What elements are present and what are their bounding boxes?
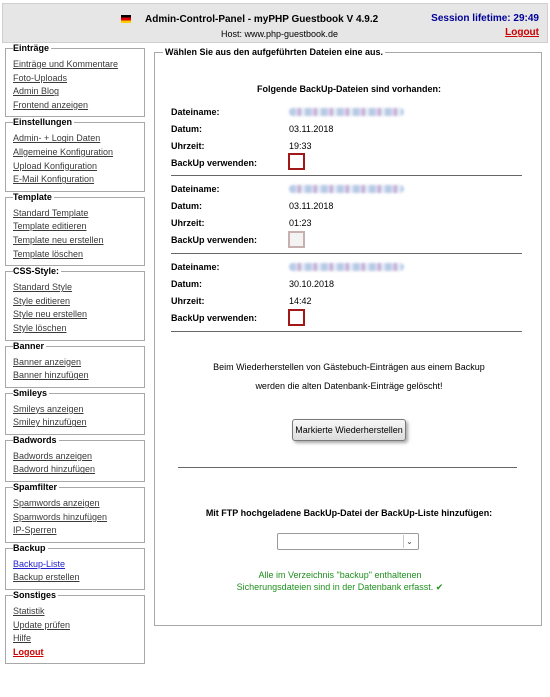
section-divider <box>178 467 517 468</box>
sidebar-item-frontend-anzeigen[interactable]: Frontend anzeigen <box>13 99 89 110</box>
german-flag-icon <box>121 15 131 23</box>
sidebar-group-title: Sonstiges <box>13 590 57 601</box>
sidebar-group-eintraege <box>5 43 145 117</box>
sidebar-item-spamwords-anzeigen[interactable]: Spamwords anzeigen <box>13 498 100 509</box>
ftp-add-heading: Mit FTP hochgeladene BackUp-Datei der BackUp-Liste hinzufügen: <box>205 508 493 518</box>
entry-divider <box>171 331 522 332</box>
filename-value-blurred <box>289 263 404 271</box>
sidebar-group-title: Einträge <box>13 43 50 53</box>
use-backup-checkbox[interactable] <box>288 231 305 248</box>
sidebar-item-ip-sperren[interactable]: IP-Sperren <box>13 525 57 536</box>
date-label: Datum: <box>171 201 202 211</box>
panel-legend: Wählen Sie aus den aufgeführten Dateien eine aus. <box>165 47 384 57</box>
host-info: Host: www.php-guestbook.de <box>221 29 339 39</box>
sidebar-item-backup-liste[interactable]: Backup-Liste <box>13 558 66 569</box>
sidebar-group-title: Badwords <box>13 434 57 445</box>
filename-label: Dateiname: <box>171 184 220 194</box>
sidebar-item-template-loeschen[interactable]: Template löschen <box>13 248 84 259</box>
entry-divider <box>171 253 522 254</box>
sidebar-item-style-editieren[interactable]: Style editieren <box>13 295 71 306</box>
sidebar-item-upload-konfiguration[interactable]: Upload Konfiguration <box>13 160 98 171</box>
logout-link[interactable]: Logout <box>505 27 539 38</box>
sidebar-item-update-pruefen[interactable]: Update prüfen <box>13 619 71 630</box>
sidebar-item-banner-anzeigen[interactable]: Banner anzeigen <box>13 356 82 367</box>
time-label: Uhrzeit: <box>171 141 205 151</box>
sidebar-group-smileys <box>5 387 145 435</box>
sidebar-item-smiley-hinzufuegen[interactable]: Smiley hinzufügen <box>13 417 87 428</box>
filename-label: Dateiname: <box>171 107 220 117</box>
sidebar-item-allgemeine-konfiguration[interactable]: Allgemeine Konfiguration <box>13 146 114 157</box>
status-message-line1: Alle im Verzeichnis "backup" enthaltenen <box>258 570 422 580</box>
sidebar-item-backup-erstellen[interactable]: Backup erstellen <box>13 572 80 583</box>
sidebar-group-title: Template <box>13 191 52 202</box>
sidebar <box>5 43 145 669</box>
sidebar-group-banner <box>5 340 145 388</box>
session-lifetime: Session lifetime: 29:49 <box>431 13 539 24</box>
sidebar-item-logout[interactable]: Logout <box>13 646 44 657</box>
date-value: 03.11.2018 <box>289 201 334 211</box>
use-backup-label: BackUp verwenden: <box>171 313 258 323</box>
sidebar-item-style-neu[interactable]: Style neu erstellen <box>13 309 88 320</box>
sidebar-item-eintraege-kommentare[interactable]: Einträge und Kommentare <box>13 59 119 69</box>
app-title: Admin-Control-Panel - myPHP Guestbook V 4.9.2 <box>145 14 379 25</box>
sidebar-item-smileys-anzeigen[interactable]: Smileys anzeigen <box>13 403 84 414</box>
time-value: 01:23 <box>289 218 312 228</box>
status-message-line2 <box>215 581 465 593</box>
sidebar-item-template-editieren[interactable]: Template editieren <box>13 221 87 232</box>
sidebar-item-login-daten[interactable]: Admin- + Login Daten <box>13 133 101 144</box>
filename-value-blurred <box>289 108 404 116</box>
sidebar-item-badword-hinzufuegen[interactable]: Badword hinzufügen <box>13 464 96 475</box>
time-value: 14:42 <box>289 296 312 306</box>
sidebar-item-style-loeschen[interactable]: Style löschen <box>13 322 67 333</box>
sidebar-item-email-konfiguration[interactable]: E-Mail Konfiguration <box>13 174 95 185</box>
sidebar-group-title: Banner <box>13 340 45 351</box>
date-label: Datum: <box>171 279 202 289</box>
status-message-text: Sicherungsdateien sind in der Datenbank erfasst. <box>236 582 434 592</box>
time-value: 19:33 <box>289 141 312 151</box>
use-backup-checkbox[interactable] <box>288 153 305 170</box>
sidebar-item-template-neu[interactable]: Template neu erstellen <box>13 234 104 245</box>
sidebar-group-title: Backup <box>13 542 46 553</box>
sidebar-group-css-style <box>5 266 145 340</box>
filename-label: Dateiname: <box>171 262 220 272</box>
sidebar-group-title: Smileys <box>13 387 48 398</box>
sidebar-item-admin-blog[interactable]: Admin Blog <box>13 86 60 97</box>
checkmark-icon: ✔ <box>435 582 444 592</box>
restore-selected-button[interactable]: Markierte Wiederherstellen <box>292 419 406 441</box>
sidebar-group-backup <box>5 542 145 590</box>
sidebar-group-title: Einstellungen <box>13 117 73 128</box>
sidebar-group-title: CSS-Style: <box>13 266 60 277</box>
time-label: Uhrzeit: <box>171 296 205 306</box>
filename-value-blurred <box>289 185 404 193</box>
time-label: Uhrzeit: <box>171 218 205 228</box>
restore-warning-line1: Beim Wiederherstellen von Gästebuch-Einträgen aus einem Backup <box>213 362 485 372</box>
sidebar-item-standard-style[interactable]: Standard Style <box>13 282 73 293</box>
chevron-down-icon: ⌄ <box>403 535 415 548</box>
sidebar-group-einstellungen <box>5 117 145 191</box>
date-value: 03.11.2018 <box>289 124 334 134</box>
sidebar-item-standard-template[interactable]: Standard Template <box>13 207 89 218</box>
use-backup-label: BackUp verwenden: <box>171 158 258 168</box>
sidebar-item-hilfe[interactable]: Hilfe <box>13 633 32 644</box>
sidebar-group-badwords <box>5 434 145 482</box>
sidebar-item-foto-uploads[interactable]: Foto-Uploads <box>13 72 68 83</box>
sidebar-group-sonstiges <box>5 590 145 664</box>
sidebar-item-statistik[interactable]: Statistik <box>13 606 45 617</box>
sidebar-item-banner-hinzufuegen[interactable]: Banner hinzufügen <box>13 370 89 381</box>
date-label: Datum: <box>171 124 202 134</box>
sidebar-group-title: Spamfilter <box>13 482 58 493</box>
use-backup-label: BackUp verwenden: <box>171 235 258 245</box>
backup-list-heading: Folgende BackUp-Dateien sind vorhanden: <box>256 84 442 94</box>
restore-warning-line2: werden die alten Datenbank-Einträge gelöscht! <box>255 381 443 391</box>
use-backup-checkbox[interactable] <box>288 309 305 326</box>
ftp-backup-select[interactable] <box>277 533 419 550</box>
sidebar-item-spamwords-hinzufuegen[interactable]: Spamwords hinzufügen <box>13 511 108 522</box>
entry-divider <box>171 175 522 176</box>
backup-panel <box>154 47 542 626</box>
header-bar <box>2 3 548 43</box>
sidebar-group-spamfilter <box>5 482 145 543</box>
sidebar-item-badwords-anzeigen[interactable]: Badwords anzeigen <box>13 450 93 461</box>
date-value: 30.10.2018 <box>289 279 335 289</box>
sidebar-group-template <box>5 191 145 266</box>
